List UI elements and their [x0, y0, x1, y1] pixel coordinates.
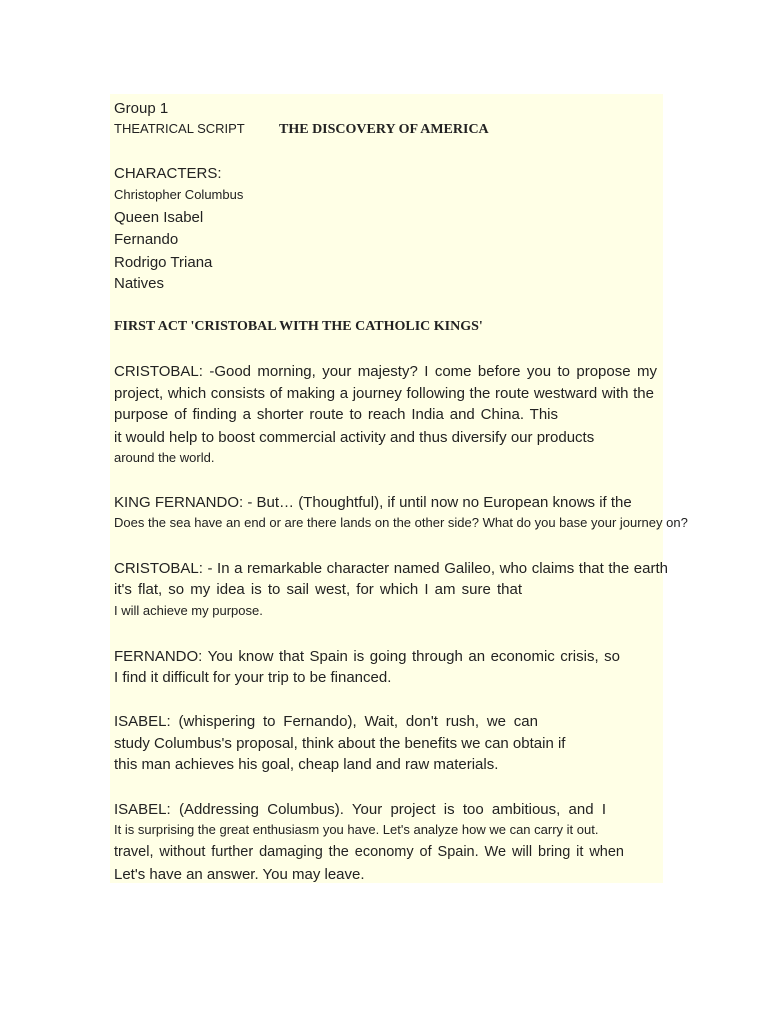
dialogue-line: around the world. — [114, 450, 215, 465]
dialogue-line: travel, without further damaging the economy of Spain. We will bring it when — [114, 844, 624, 860]
group-label: Group 1 — [114, 100, 169, 117]
character-item: Fernando — [114, 231, 179, 248]
dialogue-line: it's flat, so my idea is to sail west, for which I am sure that — [114, 581, 522, 598]
character-item: Rodrigo Triana — [114, 254, 213, 271]
dialogue-line: I find it difficult for your trip to be financed. — [114, 669, 392, 686]
dialogue-line: ISABEL: (whispering to Fernando), Wait, don't rush, we can — [114, 713, 538, 730]
dialogue-line: It is surprising the great enthusiasm you have. Let's analyze how we can carry it out. — [114, 822, 599, 837]
characters-heading: CHARACTERS: — [114, 165, 222, 182]
act-heading: FIRST ACT 'CRISTOBAL WITH THE CATHOLIC KINGS' — [114, 319, 483, 334]
dialogue-line: CRISTOBAL: -Good morning, your majesty? I come before you to propose my — [114, 363, 657, 380]
dialogue-line: it would help to boost commercial activity and thus diversify our products — [114, 429, 595, 446]
dialogue-line: purpose of finding a shorter route to reach India and China. This — [114, 406, 558, 423]
dialogue-line: Let's have an answer. You may leave. — [114, 866, 365, 883]
dialogue-line: ISABEL: (Addressing Columbus). Your project is too ambitious, and I — [114, 801, 606, 818]
dialogue-line: study Columbus's proposal, think about the benefits we can obtain if — [114, 735, 566, 752]
dialogue-line: I will achieve my purpose. — [114, 603, 263, 618]
script-label: THEATRICAL SCRIPT — [114, 121, 245, 136]
dialogue-line: this man achieves his goal, cheap land and raw materials. — [114, 756, 499, 773]
document-title: THE DISCOVERY OF AMERICA — [279, 122, 489, 137]
dialogue-line: CRISTOBAL: - In a remarkable character named Galileo, who claims that the earth — [114, 560, 668, 577]
character-item: Queen Isabel — [114, 209, 204, 226]
character-item: Christopher Columbus — [114, 187, 244, 202]
dialogue-line: project, which consists of making a journey following the route westward with the — [114, 385, 654, 402]
dialogue-line: KING FERNANDO: - But… (Thoughtful), if until now no European knows if the — [114, 494, 632, 511]
dialogue-line: Does the sea have an end or are there lands on the other side? What do you base your journey on? — [114, 515, 688, 530]
character-item: Natives — [114, 275, 165, 292]
dialogue-line: FERNANDO: You know that Spain is going through an economic crisis, so — [114, 648, 620, 665]
